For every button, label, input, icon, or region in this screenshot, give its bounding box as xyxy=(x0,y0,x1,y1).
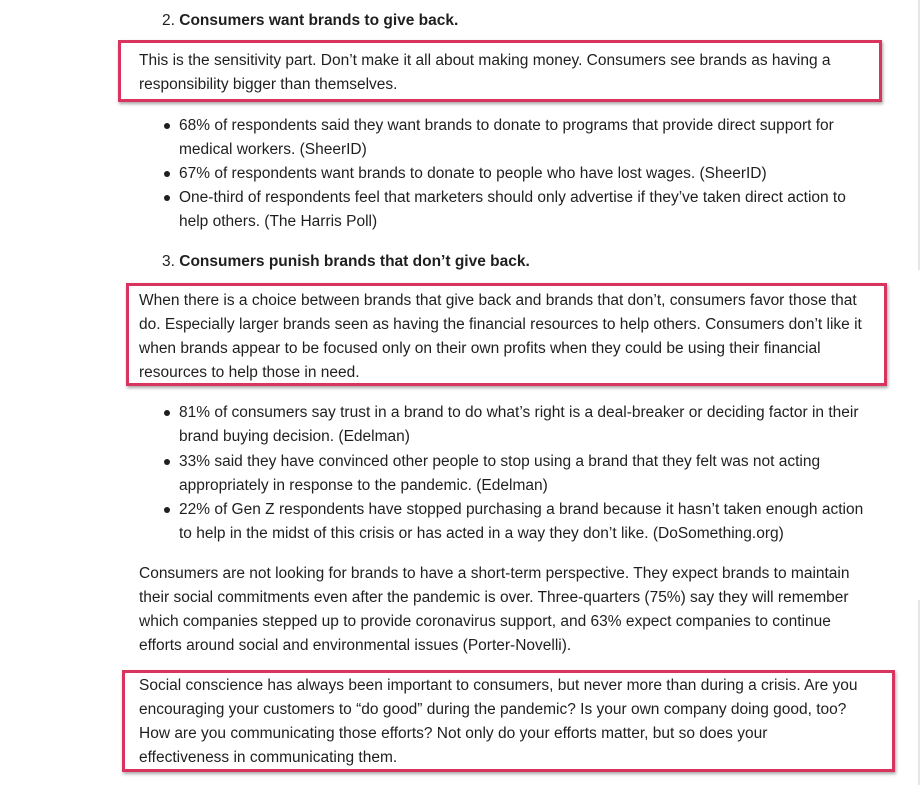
callout-text-line: This is the sensitivity part. Don’t make it all about making money. Consumers see brands as having a xyxy=(139,52,831,69)
bullet-text-line: 68% of respondents said they want brands to donate to programs that provide direct support for xyxy=(179,117,834,134)
callout-text-line: do. Especially larger brands seen as having the financial resources to help others. Consumers don’t like it xyxy=(139,316,862,333)
bullet-dot xyxy=(164,410,170,416)
callout-text-line: encouraging your customers to “do good” during the pandemic? Is your own company doing good, too? xyxy=(139,701,847,718)
paragraph-line: Consumers are not looking for brands to have a short-term perspective. They expect brands to maintain xyxy=(139,565,850,582)
list-item-2 xyxy=(162,9,458,33)
callout-text-line: effectiveness in communicating them. xyxy=(139,749,398,766)
bullet-dot xyxy=(164,507,170,513)
paragraph-line: efforts around social and environmental issues (Porter-Novelli). xyxy=(139,637,572,654)
callout-text-line: Social conscience has always been important to consumers, but never more than during a crisis. Are you xyxy=(139,677,858,694)
bullet-text-line: 67% of respondents want brands to donate to people who have lost wages. (SheerID) xyxy=(179,165,767,182)
bullet-text-line: to help in the midst of this crisis or has acted in a way they don’t like. (DoSomething.org) xyxy=(179,525,784,542)
paragraph-line: which companies stepped up to provide coronavirus support, and 63% expect companies to continue xyxy=(139,613,831,630)
callout-text-line: resources to help those in need. xyxy=(139,364,360,381)
list-number: 2. xyxy=(162,12,175,29)
list-item-3 xyxy=(162,250,530,274)
bullet-text-line: 22% of Gen Z respondents have stopped purchasing a brand because it hasn’t taken enough action xyxy=(179,501,864,518)
callout-text-line: How are you communicating those efforts? Not only do your efforts matter, but so does your xyxy=(139,725,768,742)
bullet-text-line: One-third of respondents feel that marketers should only advertise if they’ve taken direct action to xyxy=(179,189,846,206)
callout-text-line: When there is a choice between brands that give back and brands that don’t, consumers favor those that xyxy=(139,292,857,309)
bullet-text-line: appropriately in response to the pandemic. (Edelman) xyxy=(179,477,548,494)
bullet-dot xyxy=(164,123,170,129)
list-heading: Consumers punish brands that don’t give back. xyxy=(179,253,530,270)
bullet-text-line: 81% of consumers say trust in a brand to do what’s right is a deal-breaker or deciding factor in their xyxy=(179,404,859,421)
bullet-text-line: brand buying decision. (Edelman) xyxy=(179,428,410,445)
callout-text-line: responsibility bigger than themselves. xyxy=(139,76,398,93)
callout-text-line: when brands appear to be focused only on their own profits when they could be using their financial xyxy=(139,340,821,357)
bullet-dot xyxy=(164,171,170,177)
list-heading: Consumers want brands to give back. xyxy=(179,12,459,29)
bullet-dot xyxy=(164,195,170,201)
paragraph-line: their social commitments even after the pandemic is over. Three-quarters (75%) say they will remember xyxy=(139,589,849,606)
bullet-text-line: help others. (The Harris Poll) xyxy=(179,213,378,230)
bullet-text-line: medical workers. (SheerID) xyxy=(179,141,367,158)
list-number: 3. xyxy=(162,253,175,270)
bullet-dot xyxy=(164,459,170,465)
bullet-text-line: 33% said they have convinced other people to stop using a brand that they felt was not acting xyxy=(179,453,821,470)
